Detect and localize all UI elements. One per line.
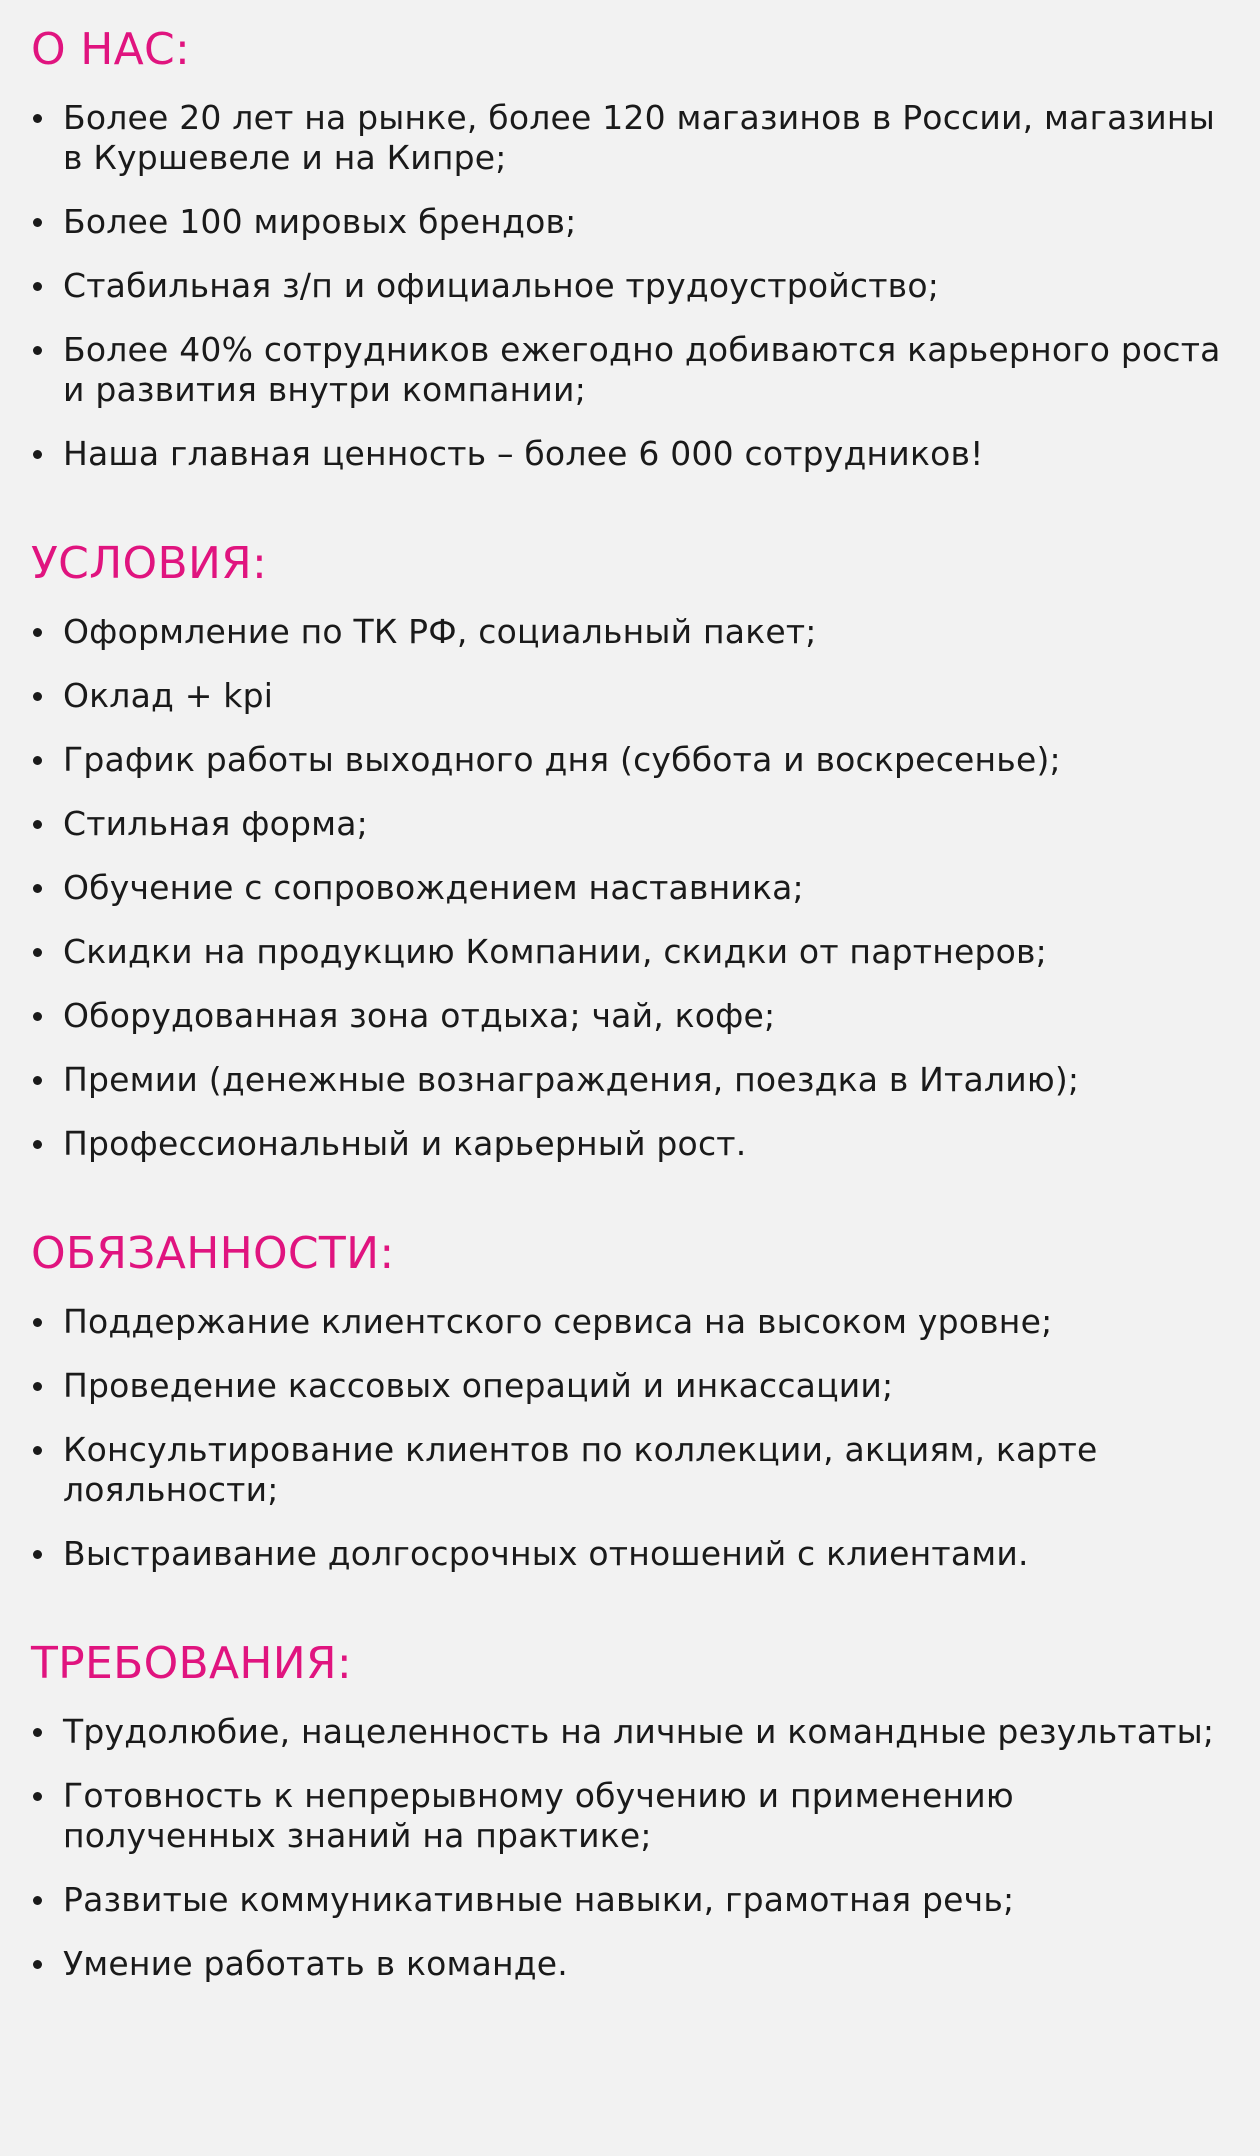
list-item: Оборудованная зона отдыха; чай, кофе; bbox=[31, 996, 1230, 1036]
about-list bbox=[31, 98, 1230, 474]
list-item: Скидки на продукцию Компании, скидки от партнеров; bbox=[31, 932, 1230, 972]
list-item: Поддержание клиентского сервиса на высоком уровне; bbox=[31, 1302, 1230, 1342]
list-item: Более 100 мировых брендов; bbox=[31, 202, 1230, 242]
section-title-conditions: УСЛОВИЯ: bbox=[31, 538, 268, 589]
list-item: Умение работать в команде. bbox=[31, 1944, 1230, 1984]
list-item: Наша главная ценность – более 6 000 сотрудников! bbox=[31, 434, 1230, 474]
list-item: Профессиональный и карьерный рост. bbox=[31, 1124, 1230, 1164]
list-item: Проведение кассовых операций и инкассации; bbox=[31, 1366, 1230, 1406]
duties-list bbox=[31, 1302, 1230, 1574]
list-item: Стабильная з/п и официальное трудоустройство; bbox=[31, 266, 1230, 306]
list-item: Выстраивание долгосрочных отношений с клиентами. bbox=[31, 1534, 1230, 1574]
list-item: Премии (денежные вознаграждения, поездка в Италию); bbox=[31, 1060, 1230, 1100]
section-title-about: О НАС: bbox=[31, 24, 191, 75]
list-item: Консультирование клиентов по коллекции, акциям, карте лояльности; bbox=[31, 1430, 1230, 1510]
section-conditions bbox=[31, 534, 1230, 1164]
requirements-list bbox=[31, 1712, 1230, 1984]
list-item: Трудолюбие, нацеленность на личные и командные результаты; bbox=[31, 1712, 1230, 1752]
list-item: Более 40% сотрудников ежегодно добиваются карьерного роста и развития внутри компании; bbox=[31, 330, 1230, 410]
list-item: Стильная форма; bbox=[31, 804, 1230, 844]
list-item: Обучение с сопровождением наставника; bbox=[31, 868, 1230, 908]
section-about bbox=[31, 20, 1230, 474]
list-item: Оформление по ТК РФ, социальный пакет; bbox=[31, 612, 1230, 652]
list-item: Развитые коммуникативные навыки, грамотная речь; bbox=[31, 1880, 1230, 1920]
section-duties bbox=[31, 1224, 1230, 1574]
list-item: График работы выходного дня (суббота и воскресенье); bbox=[31, 740, 1230, 780]
conditions-list bbox=[31, 612, 1230, 1164]
section-requirements bbox=[31, 1634, 1230, 1984]
list-item: Более 20 лет на рынке, более 120 магазинов в России, магазины в Куршевеле и на Кипре; bbox=[31, 98, 1230, 178]
list-item: Оклад + kpi bbox=[31, 676, 1230, 716]
section-title-requirements: ТРЕБОВАНИЯ: bbox=[31, 1638, 353, 1689]
list-item: Готовность к непрерывному обучению и применению полученных знаний на практике; bbox=[31, 1776, 1230, 1856]
section-title-duties: ОБЯЗАННОСТИ: bbox=[31, 1228, 395, 1279]
